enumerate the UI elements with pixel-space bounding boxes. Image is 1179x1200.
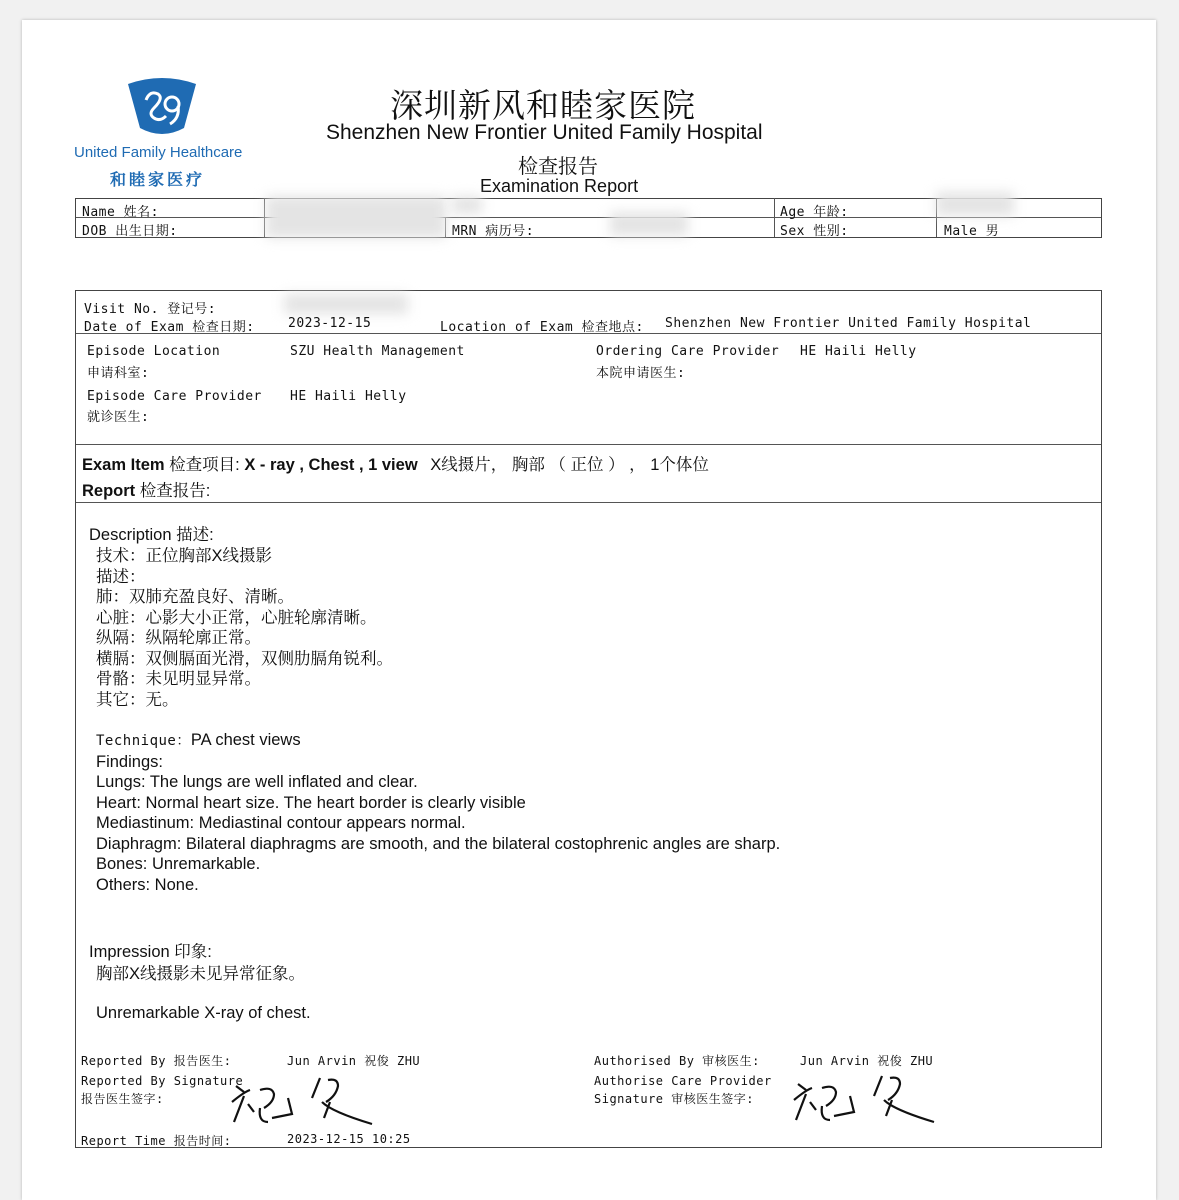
mrn-redaction [610, 212, 688, 236]
description-cn-line: 纵隔：纵隔轮廓正常。 [96, 629, 261, 647]
visit-no-redaction [284, 294, 408, 314]
reported-by-label: Reported By 报告医生: [81, 1054, 232, 1068]
technique-line [96, 730, 780, 752]
age-redaction [936, 192, 1014, 216]
exam-item-label-en: Exam Item [82, 456, 165, 474]
exam-item-row [82, 451, 709, 475]
reported-signature-image [230, 1072, 380, 1128]
hospital-name-cn: 深圳新风和睦家医院 [390, 86, 696, 125]
name-redaction-2 [452, 196, 482, 214]
impression-cn: 胸部X线摄影未见异常征象。 [96, 965, 306, 983]
dob-label: DOB 出生日期: [82, 224, 178, 239]
technique-value: PA chest views [190, 731, 301, 749]
description-cn-line: 肺：双肺充盈良好、清晰。 [96, 588, 294, 606]
report-title-en: Examination Report [480, 176, 639, 196]
report-label-en: Report [82, 482, 136, 500]
name-redaction [266, 196, 446, 238]
report-heading-row [82, 477, 210, 501]
findings-line: Others: None. [96, 875, 199, 894]
description-heading: Description 描述: [89, 526, 214, 544]
description-cn-line: 技术：正位胸部X线摄影 [96, 547, 273, 565]
description-cn-line: 横膈：双侧膈面光滑，双侧肋膈角锐利。 [96, 649, 393, 668]
authorised-signature-label-cn: Signature 审核医生签字: [594, 1092, 754, 1106]
reported-signature-label-cn: 报告医生签字: [81, 1092, 164, 1106]
sex-label: Sex 性别: [780, 224, 849, 239]
authorised-by-label: Authorised By 审核医生: [594, 1054, 760, 1068]
report-time-value: 2023-12-15 10:25 [287, 1132, 411, 1146]
name-label: Name 姓名: [82, 205, 159, 220]
report-time-label: Report Time 报告时间: [81, 1134, 232, 1148]
date-of-exam-label: Date of Exam 检查日期: [84, 320, 255, 335]
authorised-signature-label-en: Authorise Care Provider [594, 1074, 772, 1088]
visit-no-label: Visit No. 登记号: [84, 302, 217, 317]
reported-by-value: Jun Arvin 祝俊 ZHU [287, 1054, 421, 1068]
description-cn-line: 心脏：心影大小正常，心脏轮廓清晰。 [96, 608, 377, 627]
exam-item-value-en: X - ray , Chest , 1 view [244, 456, 418, 474]
episode-provider-label-en: Episode Care Provider [87, 389, 262, 404]
description-cn-line: 骨骼：未见明显异常。 [96, 670, 261, 688]
report-page [22, 20, 1156, 1200]
logo-brand-en: United Family Healthcare [74, 144, 243, 161]
location-label: Location of Exam 检查地点: [440, 320, 644, 335]
episode-provider-label-cn: 就诊医生: [87, 410, 150, 425]
authorised-signature-image [792, 1070, 942, 1126]
exam-item-label-cn: 检查项目: [169, 456, 240, 474]
episode-location-label-en: Episode Location [87, 344, 221, 359]
authorised-by-value: Jun Arvin 祝俊 ZHU [800, 1054, 934, 1068]
mrn-label: MRN 病历号: [452, 224, 535, 239]
description-en-block [96, 730, 780, 895]
location-value: Shenzhen New Frontier United Family Hospital [665, 316, 1032, 331]
sex-value: Male 男 [944, 224, 1000, 239]
impression-en: Unremarkable X-ray of chest. [96, 1004, 311, 1022]
reported-signature-label-en: Reported By Signature [81, 1074, 244, 1088]
episode-location-value: SZU Health Management [290, 344, 465, 359]
exam-item-value-cn: X线摄片， 胸部 （ 正位 ） ， 1个体位 [430, 456, 709, 474]
impression-heading: Impression 印象: [89, 943, 212, 961]
episode-provider-value: HE Haili Helly [290, 389, 407, 404]
findings-line: Bones: Unremarkable. [96, 855, 261, 873]
ordering-provider-label-cn: 本院申请医生: [596, 366, 686, 381]
report-title-cn: 检查报告 [518, 154, 598, 178]
date-of-exam-value: 2023-12-15 [288, 316, 372, 331]
age-label: Age 年龄: [780, 205, 849, 220]
findings-line: Lungs: The lungs are well inflated and clear. [96, 773, 418, 791]
findings-line: Diaphragm: Bilateral diaphragms are smooth, and the bilateral costophrenic angles are sharp. [96, 834, 781, 853]
description-cn-line: 其它：无。 [96, 690, 179, 709]
report-label-cn: 检查报告: [139, 482, 211, 500]
description-cn-block [96, 546, 393, 710]
findings-line: Findings: [96, 752, 163, 771]
findings-line: Mediastinum: Mediastinal contour appears normal. [96, 814, 466, 832]
technique-label: Technique： [96, 733, 191, 749]
hospital-name-en: Shenzhen New Frontier United Family Hospital [326, 121, 763, 144]
ordering-provider-label-en: Ordering Care Provider [596, 344, 780, 359]
ordering-provider-value: HE Haili Helly [800, 344, 917, 359]
episode-location-label-cn: 申请科室: [87, 366, 150, 381]
logo-shield-icon [122, 76, 202, 140]
description-cn-line: 描述： [96, 567, 146, 586]
findings-line: Heart: Normal heart size. The heart border is clearly visible [96, 793, 526, 812]
logo-brand-cn: 和睦家医疗 [110, 170, 206, 189]
